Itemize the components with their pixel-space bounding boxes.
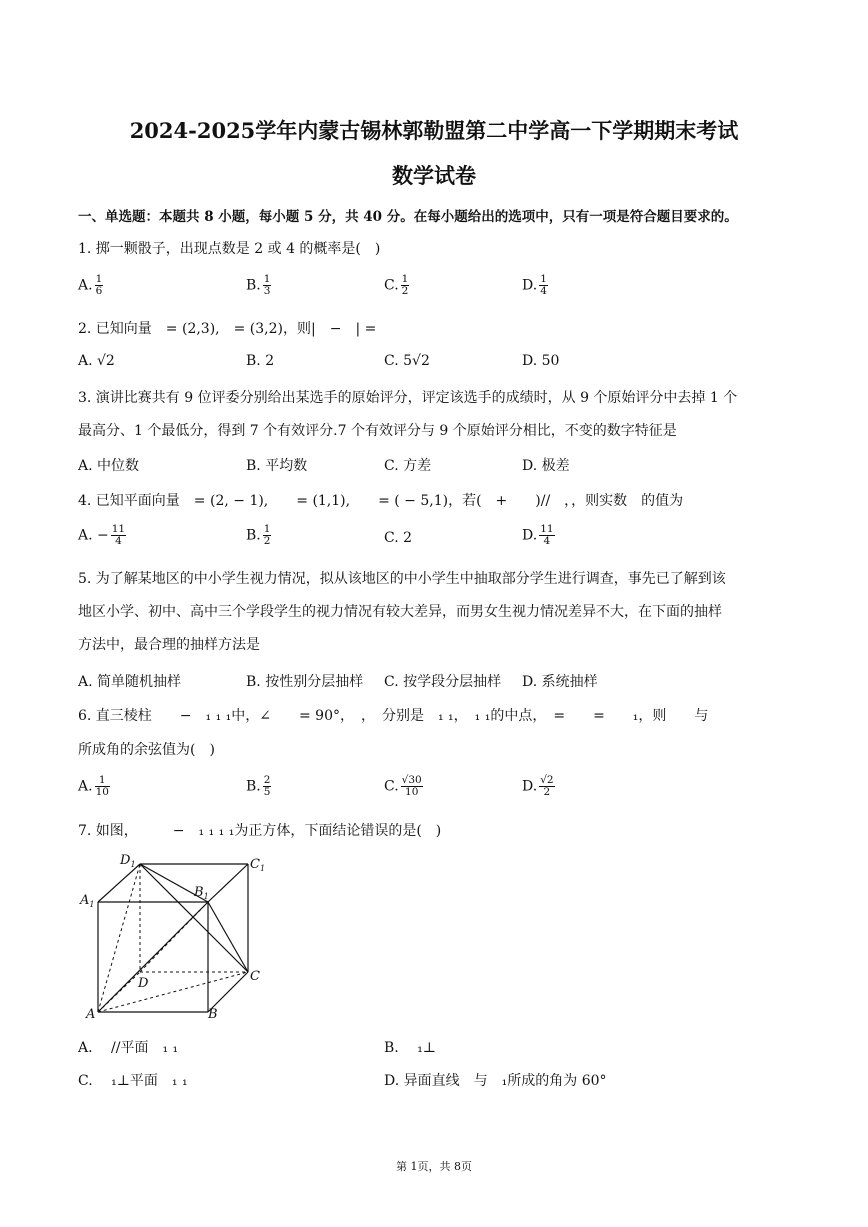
edge-B1C1 <box>208 864 248 902</box>
q6-stem-line2: 所成角的余弦值为( ) <box>78 742 215 758</box>
q1-option-b: B. $\frac{1}{3}$ <box>246 273 271 297</box>
q6-option-c: C. $\frac{√30}{10}$ <box>384 774 422 798</box>
label-D1: $D_1$ <box>120 853 136 869</box>
q3-stem-line2: 最高分、1 个最低分，得到 7 个有效评分.7 个有效评分与 9 个原始评分相比，不变的数字特征是 <box>78 423 677 439</box>
label-C1: $C_1$ <box>250 857 266 873</box>
edge-BC <box>208 972 248 1012</box>
cube-figure <box>76 848 276 1020</box>
q4-option-c: C. 2 <box>384 530 413 546</box>
q5-option-d: D. 系统抽样 <box>522 674 598 690</box>
q4-stem: 4. 已知平面向量 = (2, − 1), = (1,1), = ( − 5,1)，若( + )// ，，则实数 的值为 <box>78 493 684 509</box>
label-B1: $B_1$ <box>194 885 209 901</box>
label-A: A <box>86 1007 96 1020</box>
q2-option-c: C. 5√2 <box>384 353 430 369</box>
label-A1: $A_1$ <box>80 893 95 909</box>
q3-stem-line1: 3. 演讲比赛共有 9 位评委分别给出某选手的原始评分，评定该选手的成绩时，从 9 个原始评分中去掉 1 个 <box>78 390 738 406</box>
q1-option-d: D. $\frac{1}{4}$ <box>522 273 547 297</box>
q5-stem-line3: 方法中，最合理的抽样方法是 <box>78 637 260 653</box>
q4-option-b: B. $\frac{1}{2}$ <box>246 523 271 547</box>
q3-option-c: C. 方差 <box>384 458 432 474</box>
q1-option-a: A. $\frac{1}{6}$ <box>78 273 103 297</box>
q6-stem-line1: 6. 直三棱柱 − ₁ ₁ ₁中，∠ = 90°， ， 分别是 ₁ ₁， ₁ ₁的中点， = = ₁，则 与 <box>78 708 709 724</box>
label-B: B <box>208 1007 218 1020</box>
q3-option-b: B. 平均数 <box>246 458 308 474</box>
q4-option-d: D. $\frac{11}{4}$ <box>522 523 554 547</box>
q5-option-a: A. 简单随机抽样 <box>78 674 182 690</box>
label-D: D <box>138 976 149 991</box>
q5-stem-line1: 5. 为了解某地区的中小学生视力情况，拟从该地区的中小学生中抽取部分学生进行调查，事先已了解到该 <box>78 571 726 587</box>
label-C: C <box>250 969 260 984</box>
q1-stem: 1. 掷一颗骰子，出现点数是 2 或 4 的概率是( ) <box>78 241 381 257</box>
page-footer: 第 1页，共 8页 <box>396 1160 472 1173</box>
edge-AD-hidden <box>98 972 140 1012</box>
q3-option-d: D. 极差 <box>522 458 570 474</box>
q2-stem: 2. 已知向量 = (2,3), = (3,2)，则| − | = <box>78 321 377 337</box>
diag-AC-hidden <box>98 972 248 1012</box>
q5-stem-line2: 地区小学、初中、高中三个学段学生的视力情况有较大差异，而男女生视力情况差异不大，在下面的抽样 <box>78 604 722 620</box>
q2-option-d: D. 50 <box>522 353 560 369</box>
q1-option-c: C. $\frac{1}{2}$ <box>384 273 409 297</box>
section-heading: 一、单选题：本题共 8 小题，每小题 5 分，共 40 分。在每小题给出的选项中，只有一项是符合题目要求的。 <box>78 209 738 225</box>
diag-B1C <box>208 902 248 972</box>
page-title: 2024-2025学年内蒙古锡林郭勒盟第二中学高一下学期期末考试 <box>129 118 739 143</box>
q7-option-c: C. ₁⊥平面 ₁ ₁ <box>78 1073 188 1089</box>
q7-option-d: D. 异面直线 与 ₁所成的角为 60° <box>384 1073 607 1089</box>
edge-A1D1 <box>98 864 140 902</box>
q3-option-a: A. 中位数 <box>78 458 140 474</box>
q6-option-d: D. $\frac{√2}{2}$ <box>522 774 554 798</box>
q6-option-a: A. $\frac{1}{10}$ <box>78 774 109 798</box>
q5-option-b: B. 按性别分层抽样 <box>246 674 364 690</box>
q2-option-a: A. √2 <box>78 353 115 369</box>
q7-stem: 7. 如图， − ₁ ₁ ₁ ₁为正方体，下面结论错误的是( ) <box>78 823 442 839</box>
q6-option-b: B. $\frac{2}{5}$ <box>246 774 271 798</box>
page-subtitle: 数学试卷 <box>392 163 476 188</box>
q2-option-b: B. 2 <box>246 353 275 369</box>
q5-option-c: C. 按学段分层抽样 <box>384 674 502 690</box>
q7-option-b: B. ₁⊥ <box>384 1040 436 1056</box>
q4-option-a: A. − $\frac{11}{4}$ <box>78 523 126 547</box>
q7-option-a: A. //平面 ₁ ₁ <box>78 1040 179 1056</box>
diag-AD1-hidden <box>98 864 140 1012</box>
